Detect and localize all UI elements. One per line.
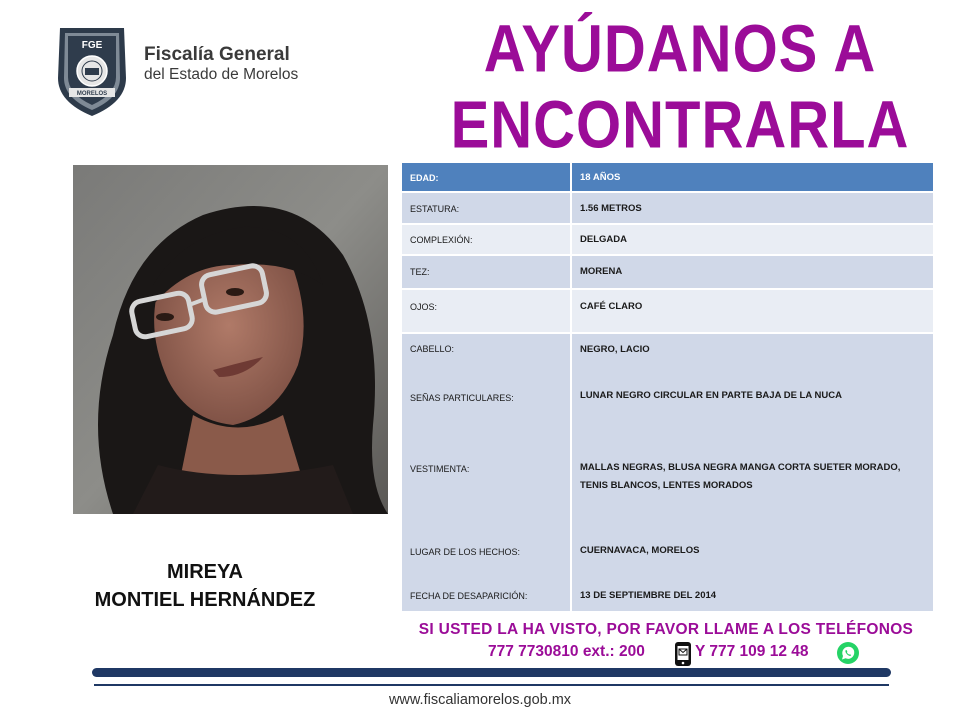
row-value: 1.56 METROS [580,203,642,214]
row-value: 13 DE SEPTIEMBRE DEL 2014 [580,590,717,601]
svg-text:FGE: FGE [81,40,103,51]
row-label: SEÑAS PARTICULARES: [410,393,514,403]
website-url: www.fiscaliamorelos.gob.mx [388,692,572,708]
row-value: 18 AÑOS [580,172,621,183]
row-label: OJOS: [410,302,438,312]
table-row [402,225,933,256]
org-subtitle: del Estado de Morelos [144,66,299,83]
row-label: CABELLO: [410,344,455,354]
row-value: CAFÉ CLARO [580,301,643,312]
row-label: ESTATURA: [410,204,460,214]
table-row [402,256,933,290]
row-value-continued: TENIS BLANCOS, LENTES MORADOS [580,480,753,491]
svg-text:MORELOS: MORELOS [76,91,108,97]
row-value: CUERNAVACA, MORELOS [580,545,700,556]
footer-rule [94,684,889,686]
person-last-name: MONTIEL HERNÁNDEZ [94,589,316,611]
contact-prompt: SI USTED LA HA VISTO, POR FAVOR LLAME A LOS TELÉFONOS [418,621,914,638]
row-value: MORENA [580,266,623,277]
headline-line-1: AYÚDANOS A [483,11,877,87]
whatsapp-icon [836,641,860,665]
phone-number-1: 777 7730810 ext.: 200 [488,643,645,660]
row-value: NEGRO, LACIO [580,344,650,355]
row-value: DELGADA [580,234,627,245]
row-label: COMPLEXIÓN: [410,235,473,245]
table-row [402,163,933,193]
row-value: LUNAR NEGRO CIRCULAR EN PARTE BAJA DE LA NUCA [580,390,842,401]
phone-icon [674,641,692,667]
description-table [402,163,933,611]
table-row [402,193,933,225]
row-value: MALLAS NEGRAS, BLUSA NEGRA MANGA CORTA SUETER MORADO, [580,462,901,473]
row-label: VESTIMENTA: [410,464,470,474]
row-label: EDAD: [410,173,439,183]
row-label: FECHA DE DESAPARICIÓN: [410,591,528,601]
phone-number-2: Y 777 109 12 48 [695,643,809,660]
headline-line-2: ENCONTRARLA [450,87,910,163]
row-label: TEZ: [410,267,430,277]
table-row [402,290,933,334]
fge-logo [54,24,130,120]
missing-person-photo [73,165,388,514]
org-name: Fiscalía General [144,44,290,65]
row-label: LUGAR DE LOS HECHOS: [410,547,521,557]
person-first-name: MIREYA [167,561,243,583]
table-row-details [402,334,933,611]
footer-bar [92,668,891,677]
